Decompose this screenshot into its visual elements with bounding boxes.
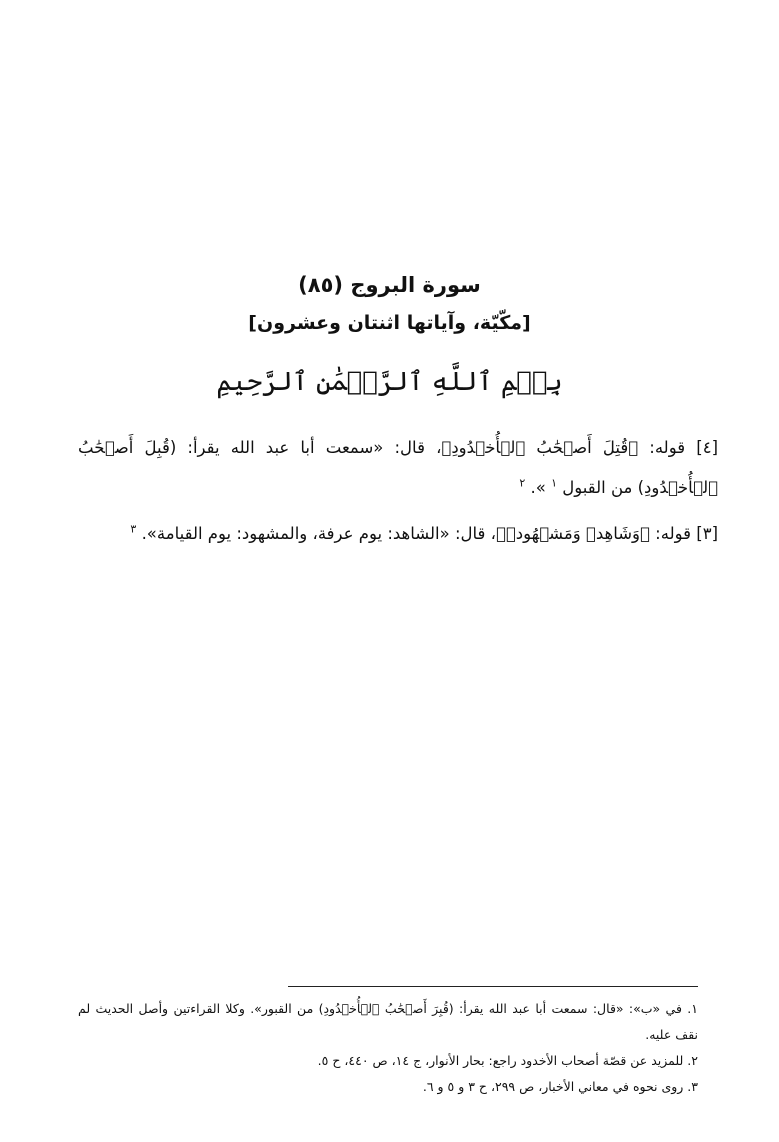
surah-title: سورة البروج (٨٥) [298, 273, 481, 297]
footnote-marker: ١ [551, 476, 558, 490]
surah-subtitle: [مكّيّة، وآياتها اثنتان وعشرون] [248, 312, 531, 334]
verse-4-text: [٤] قوله: ﴿قُتِلَ أَصۡحَٰبُ ٱلۡأُخۡدُودِ﴾، قال: «سمعت أبا عبد الله يقرأ: (قُبِلَ أَصۡحَٰبُ ٱلۡأُخۡدُودِ) من القبول [78, 438, 718, 497]
footnote-3: ٣. روى نحوه في معاني الأخبار، ص ٢٩٩، ح ٣ و ٥ و ٦. [422, 1079, 698, 1094]
commentary-body [78, 428, 718, 560]
footnotes [78, 996, 698, 1100]
commentary-paragraph [78, 514, 718, 554]
footnote-marker: ٢ [519, 476, 526, 490]
commentary-paragraph [78, 428, 718, 508]
footnote-2: ٢. للمزيد عن قصّة أصحاب الأخدود راجع: بحار الأنوار، ج ١٤، ص ٤٤٠، ح ٥. [317, 1053, 698, 1068]
quote-close: ». [530, 478, 546, 497]
footnote-marker: ٣ [130, 522, 137, 536]
basmala: بِسۡمِ ٱللَّهِ ٱلرَّحۡمَٰنِ ٱلرَّحِيمِ [216, 367, 563, 397]
footnote-1: ١. في «ب»: «قال: سمعت أبا عبد الله يقرأ: (قُبِرَ أَصۡحَٰبُ ٱلۡأُخۡدُودِ) من القبور». وكلا القراءتين وأصل الحديث لم نقف عليه. [78, 1001, 698, 1042]
verse-3-text: [٣] قوله: ﴿وَشَاهِدٖ وَمَشۡهُودٖ﴾، قال: «الشاهد: يوم عرفة، والمشهود: يوم القيامة». [141, 524, 718, 543]
footnote-divider [288, 986, 698, 987]
surah-heading [0, 268, 779, 340]
